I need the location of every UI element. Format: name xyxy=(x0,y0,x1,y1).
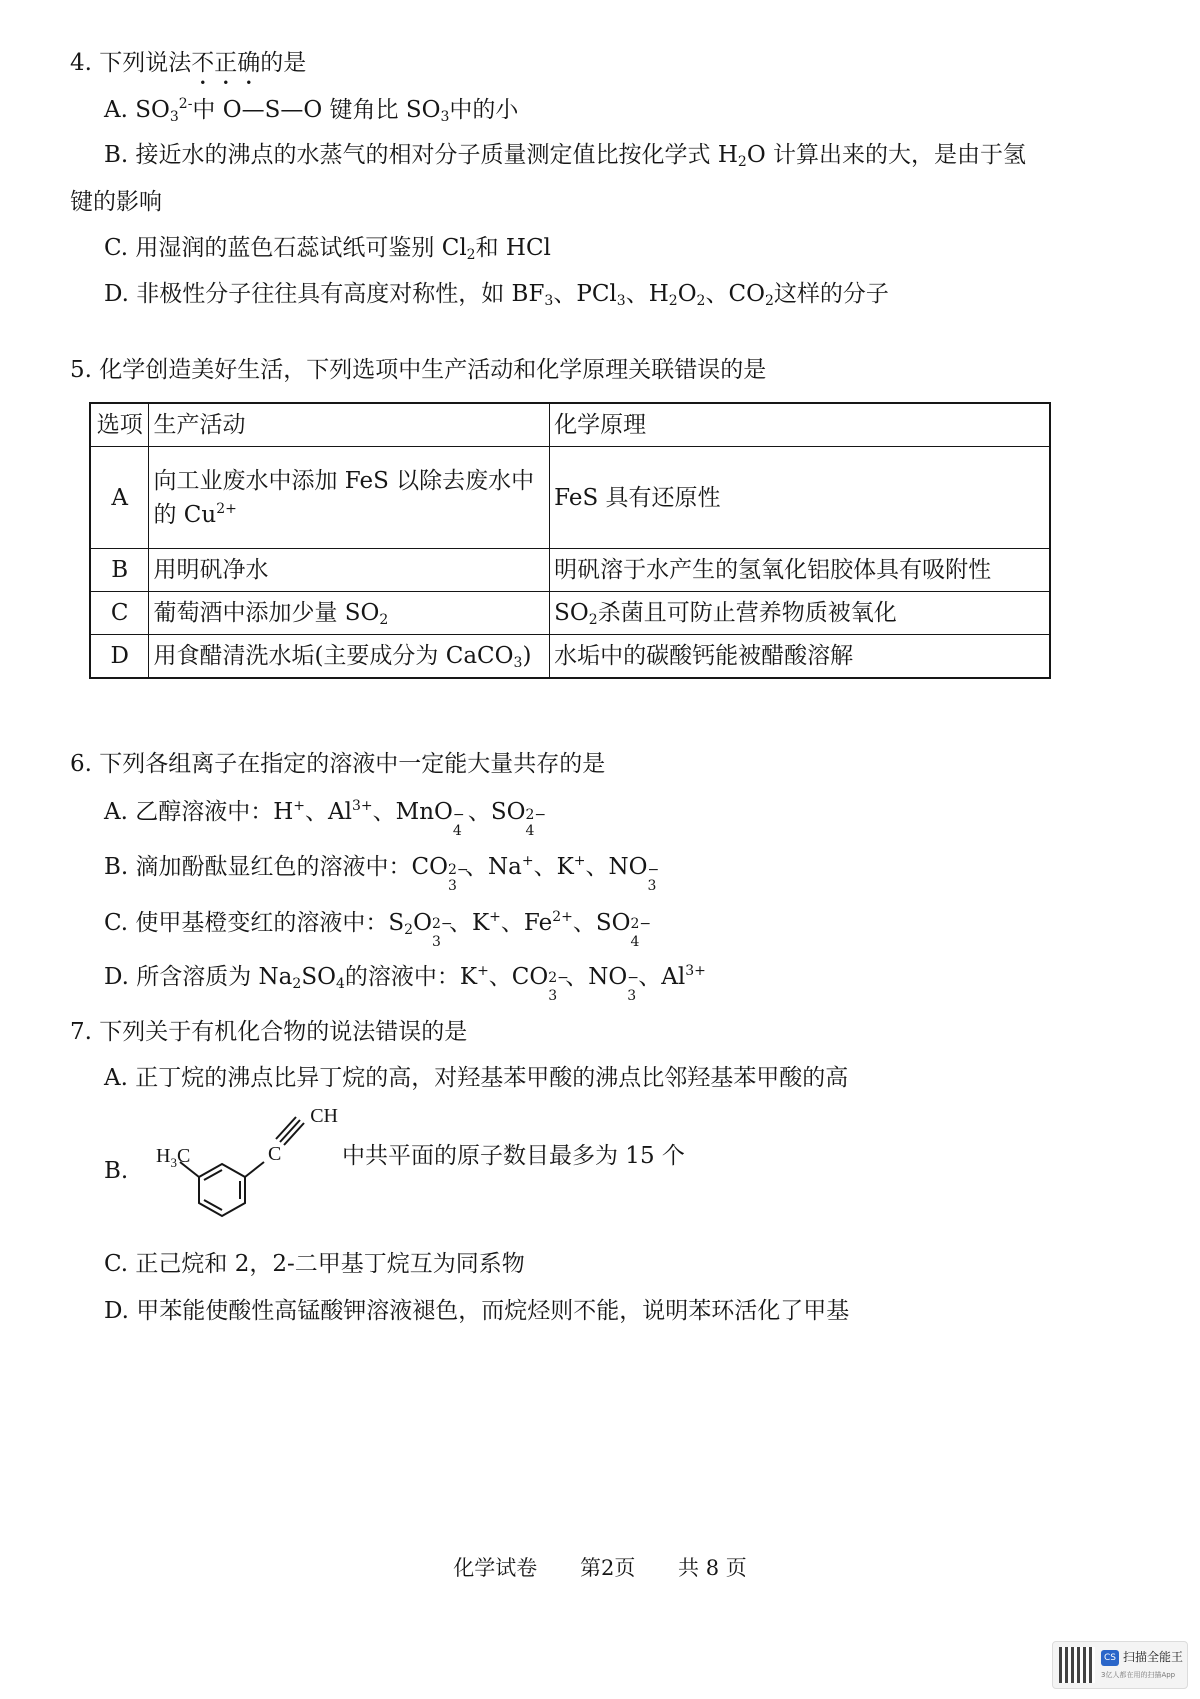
option-label: A. xyxy=(104,1065,128,1091)
cell-text: ) xyxy=(522,643,532,669)
q4d-sub: 2 xyxy=(696,293,706,309)
table-cell-principle xyxy=(550,592,1050,635)
table-cell-principle: FeS 具有还原性 xyxy=(550,447,1050,549)
table-cell-activity xyxy=(149,447,550,549)
q4b-text-1: 接近水的沸点的水蒸气的相对分子质量测定值比按化学式 H xyxy=(135,142,738,168)
q6-option-d: D. 所含溶质为 $Na_2SO_4$的溶液中：K+、CO 2− 3 、NO − 3 、$Al^{3+}$ xyxy=(104,963,706,1004)
q6-option-c: C. 使甲基橙变红的溶液中：$S_2O$ 2− 3 、K+、$Fe^{2+}$、SO 2− 4 xyxy=(104,909,652,950)
q4-option-c xyxy=(104,233,551,263)
ion-sub: 2 xyxy=(404,922,414,938)
q6b-text: 、NO xyxy=(585,854,648,880)
q4d-sub: 3 xyxy=(616,293,626,309)
cell-text: 杀菌且可防止营养物质被氧化 xyxy=(597,600,897,626)
mol-h: H xyxy=(156,1145,171,1167)
question-number: 5. xyxy=(70,357,92,383)
q4d-text: 、H xyxy=(625,281,669,307)
cell-text: 向工业废水中添加 FeS 以除去废水中 xyxy=(153,467,535,494)
cell-text: 用食醋清洗水垢(主要成分为 CaCO xyxy=(153,643,514,669)
q7-option-c xyxy=(104,1249,525,1279)
q6b-text: 、K xyxy=(533,854,574,880)
q4c-sub-1: 2 xyxy=(466,247,476,263)
table-cell-option: D xyxy=(90,635,149,679)
option-label: D. xyxy=(104,1298,129,1324)
mol-c-label: C xyxy=(268,1143,282,1165)
table-cell-principle: 水垢中的碳酸钙能被醋酸溶解 xyxy=(550,635,1050,679)
ion-charge: + xyxy=(489,909,501,925)
benzene-ring xyxy=(199,1164,245,1216)
qr-code-icon xyxy=(1059,1647,1095,1683)
camscanner-logo-icon: CS xyxy=(1101,1650,1119,1666)
table-header: 生产活动 xyxy=(149,403,550,447)
q4c-text-2: 和 HCl xyxy=(475,235,551,261)
option-label: B. xyxy=(104,142,129,168)
q6a-text: 、Al xyxy=(305,799,352,825)
ion-charge: + xyxy=(293,798,306,814)
q4-option-a xyxy=(104,95,518,125)
q4-option-b xyxy=(104,140,1026,170)
cell-sub: 2 xyxy=(379,612,389,628)
table-header: 选项 xyxy=(90,403,149,447)
q7-option-b xyxy=(104,1156,128,1186)
q4a-sup-1: 2- xyxy=(178,96,193,112)
ion-charge: 3+ xyxy=(352,798,373,814)
table-row xyxy=(90,549,1050,592)
ion-charge: 2+ xyxy=(552,909,573,925)
cell-text: 葡萄酒中添加少量 SO xyxy=(153,600,380,626)
q4a-text-1: SO xyxy=(135,97,170,123)
q4a-sub-1: 3 xyxy=(169,109,179,125)
q7b-text: 中共平面的原子数目最多为 15 个 xyxy=(342,1143,685,1169)
table-cell-activity: 用明矾净水 xyxy=(149,549,550,592)
watermark-title: 扫描全能王 xyxy=(1123,1650,1184,1664)
q7-stem-text: 下列关于有机化合物的说法错误的是 xyxy=(99,1019,468,1045)
q6d-text: SO xyxy=(301,964,336,990)
mol-ch-label: CH xyxy=(310,1105,338,1127)
q4b-text-2: O 计算出来的大，是由于氢 xyxy=(746,142,1026,168)
table-cell-option: B xyxy=(90,549,149,592)
option-label: C. xyxy=(104,235,129,261)
footer-subject: 化学试卷 xyxy=(453,1556,538,1580)
footer-total: 共 8 页 xyxy=(678,1556,747,1580)
mol-sub: 3 xyxy=(170,1155,177,1170)
q6-stem xyxy=(70,749,605,779)
q4d-text: O xyxy=(677,281,697,307)
option-label: C. xyxy=(104,910,129,936)
scanner-watermark xyxy=(1052,1641,1188,1689)
q6b-text: 滴加酚酞显红色的溶液中：CO xyxy=(135,854,448,880)
q4a-text-2: 中 O—S—O 键角比 SO xyxy=(192,97,441,123)
q4d-text-1: 非极性分子往往具有高度对称性，如 BF xyxy=(136,281,545,307)
q4b-text-3: 键的影响 xyxy=(70,189,162,215)
ion-charge: + xyxy=(573,853,586,869)
ion-sub: 2 xyxy=(292,976,302,992)
cell-sup: 2+ xyxy=(216,500,237,517)
q4d-sub: 3 xyxy=(544,293,554,309)
q6c-text: O xyxy=(413,910,432,936)
q4-option-d xyxy=(104,279,889,309)
table-cell-option: A xyxy=(90,447,149,549)
q6c-text: 、K xyxy=(448,910,490,936)
table-header: 化学原理 xyxy=(550,403,1050,447)
q4-stem-text: 下列说法 xyxy=(99,50,192,76)
q7-option-b-text xyxy=(342,1141,685,1171)
question-number: 6. xyxy=(70,751,92,777)
q5-stem-text: 化学创造美好生活，下列选项中生产活动和化学原理关联错误的是 xyxy=(99,357,767,383)
mol-bonds xyxy=(180,1117,304,1216)
footer-page: 第2页 xyxy=(579,1556,636,1580)
page-footer xyxy=(0,1552,1200,1582)
question-number: 7. xyxy=(70,1019,92,1045)
option-label: A. xyxy=(104,97,128,123)
q4-stem-end: 的是 xyxy=(260,50,307,76)
q6d-text: 、CO xyxy=(488,964,549,990)
q6b-text: 、Na xyxy=(465,854,522,880)
q6-option-b: B. 滴加酚酞显红色的溶液中：CO 2− 3 、Na+、K+、NO − 3 xyxy=(104,853,660,894)
cell-text: SO xyxy=(554,600,589,626)
q4-emphasis: 不正确 xyxy=(191,50,261,76)
q7d-text: 甲苯能使酸性高锰酸钾溶液褪色，而烷烃则不能，说明苯环活化了甲基 xyxy=(136,1298,850,1324)
table-cell-activity xyxy=(149,635,550,679)
table-row xyxy=(90,447,1050,549)
q6-stem-text: 下列各组离子在指定的溶液中一定能大量共存的是 xyxy=(99,751,606,777)
option-label: C. xyxy=(104,1251,129,1277)
cell-sub: 2 xyxy=(588,612,598,628)
q4d-text: 、PCl xyxy=(553,281,617,307)
q4-option-b-continued xyxy=(70,187,162,217)
q6d-text: 的溶液中：K xyxy=(344,964,478,990)
question-number: 4. xyxy=(70,50,92,76)
q6a-text: 、SO xyxy=(467,799,526,825)
watermark-subtitle: 3亿人都在用的扫描App xyxy=(1101,1671,1176,1679)
option-label: B. xyxy=(104,1158,129,1184)
q7-option-a xyxy=(104,1063,848,1093)
q4-stem xyxy=(70,48,306,90)
q5-table xyxy=(89,402,1051,679)
option-label: A. xyxy=(104,799,128,825)
q6c-text: 、Fe xyxy=(500,910,553,936)
ion-sub: 4 xyxy=(335,976,345,992)
q7-stem xyxy=(70,1017,467,1047)
ion-charge: 3+ xyxy=(685,963,706,979)
q6-option-a: A. 乙醇溶液中：H+、$Al^{3+}$、MnO − 4 、SO 2− 4 xyxy=(104,798,547,839)
table-cell-option: C xyxy=(90,592,149,635)
q7-option-d xyxy=(104,1296,849,1326)
q6d-text: 、Al xyxy=(638,964,686,990)
methyl-phenylacetylene-structure xyxy=(140,1104,350,1234)
cell-text: 的 Cu xyxy=(153,501,217,528)
q6a-text: 、MnO xyxy=(372,799,453,825)
option-label: D. xyxy=(104,281,129,307)
q7a-text: 正丁烷的沸点比异丁烷的高，对羟基苯甲酸的沸点比邻羟基苯甲酸的高 xyxy=(135,1065,849,1091)
q4c-text-1: 用湿润的蓝色石蕊试纸可鉴别 Cl xyxy=(135,235,467,261)
table-cell-principle: 明矾溶于水产生的氢氧化铝胶体具有吸附性 xyxy=(550,549,1050,592)
q6c-text: 、SO xyxy=(572,910,631,936)
table-row xyxy=(90,592,1050,635)
table-row xyxy=(90,635,1050,679)
q6d-text: 、NO xyxy=(565,964,628,990)
q6d-text: 所含溶质为 Na xyxy=(136,964,293,990)
option-label: D. xyxy=(104,964,129,990)
q4d-sub: 2 xyxy=(668,293,678,309)
cell-sub: 3 xyxy=(513,655,523,671)
q7c-text: 正己烷和 2，2-二甲基丁烷互为同系物 xyxy=(135,1251,525,1277)
q6a-text: 乙醇溶液中：H xyxy=(135,799,294,825)
ion-charge: + xyxy=(477,963,489,979)
q4b-sub-1: 2 xyxy=(737,154,747,170)
table-cell-activity xyxy=(149,592,550,635)
table-header-row xyxy=(90,403,1050,447)
q5-stem xyxy=(70,355,766,385)
q4d-text: 、CO xyxy=(705,281,765,307)
option-label: B. xyxy=(104,854,129,880)
mol-c: C xyxy=(176,1145,191,1167)
q6c-text: 使甲基橙变红的溶液中：S xyxy=(135,910,405,936)
q4a-text-3: 中的小 xyxy=(449,97,519,123)
q4d-sub: 2 xyxy=(764,293,774,309)
ion-charge: + xyxy=(521,853,534,869)
ring-c-bond xyxy=(245,1162,264,1177)
q4a-sub-2: 3 xyxy=(440,109,450,125)
q4d-text: 这样的分子 xyxy=(773,281,889,307)
